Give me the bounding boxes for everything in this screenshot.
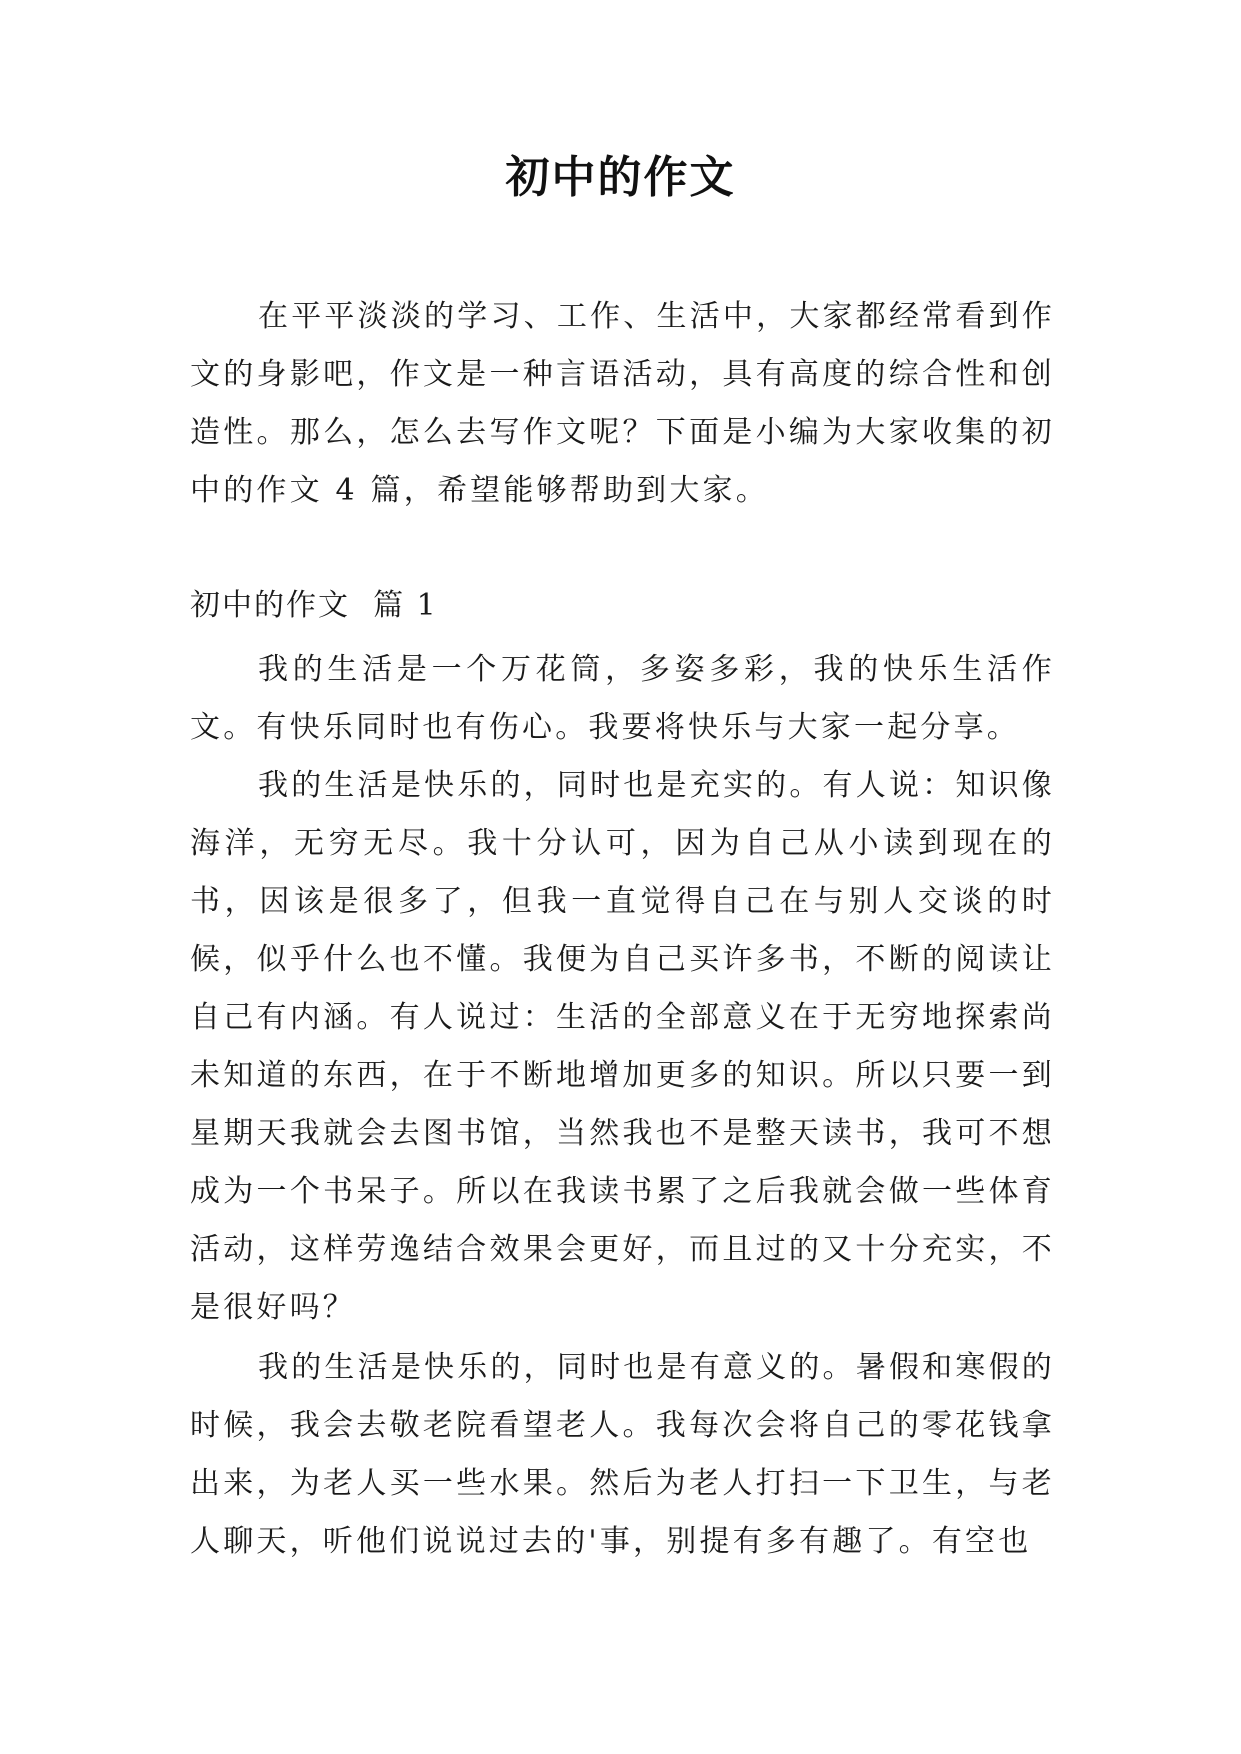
- body-paragraph-2: 我的生活是快乐的，同时也是充实的。有人说：知识像海洋，无穷无尽。我十分认可，因为自己从小读到现在的书，因该是很多了，但我一直觉得自己在与别人交谈的时候，似乎什么也不懂。我便为自己买许多书，不断的阅读让自己有内涵。有人说过：生活的全部意义在于无穷地探索尚未知道的东西，在于不断地增加更多的知识。所以只要一到星期天我就会去图书馆，当然我也不是整天读书，我可不想成为一个书呆子。所以在我读书累了之后我就会做一些体育活动，这样劳逸结合效果会更好，而且过的又十分充实，不是很好吗？: [190, 768, 1055, 1325]
- document-title: 初中的作文: [505, 152, 736, 203]
- body-paragraph-1: 我的生活是一个万花筒，多姿多彩，我的快乐生活作文。有快乐同时也有伤心。我要将快乐与大家一起分享。: [190, 652, 1055, 745]
- intro-paragraph: 在平平淡淡的学习、工作、生活中，大家都经常看到作文的身影吧，作文是一种言语活动，具有高度的综合性和创造性。那么，怎么去写作文呢？下面是小编为大家收集的初中的作文 4 篇，希望能够帮助到大家。: [190, 299, 1055, 508]
- section-heading: 初中的作文 篇 1: [190, 588, 438, 623]
- body-paragraph-3: 我的生活是快乐的，同时也是有意义的。暑假和寒假的时候，我会去敬老院看望老人。我每次会将自己的零花钱拿出来，为老人买一些水果。然后为老人打扫一下卫生，与老人聊天，听他们说说过去的'事，别提有多有趣了。有空也: [190, 1350, 1055, 1559]
